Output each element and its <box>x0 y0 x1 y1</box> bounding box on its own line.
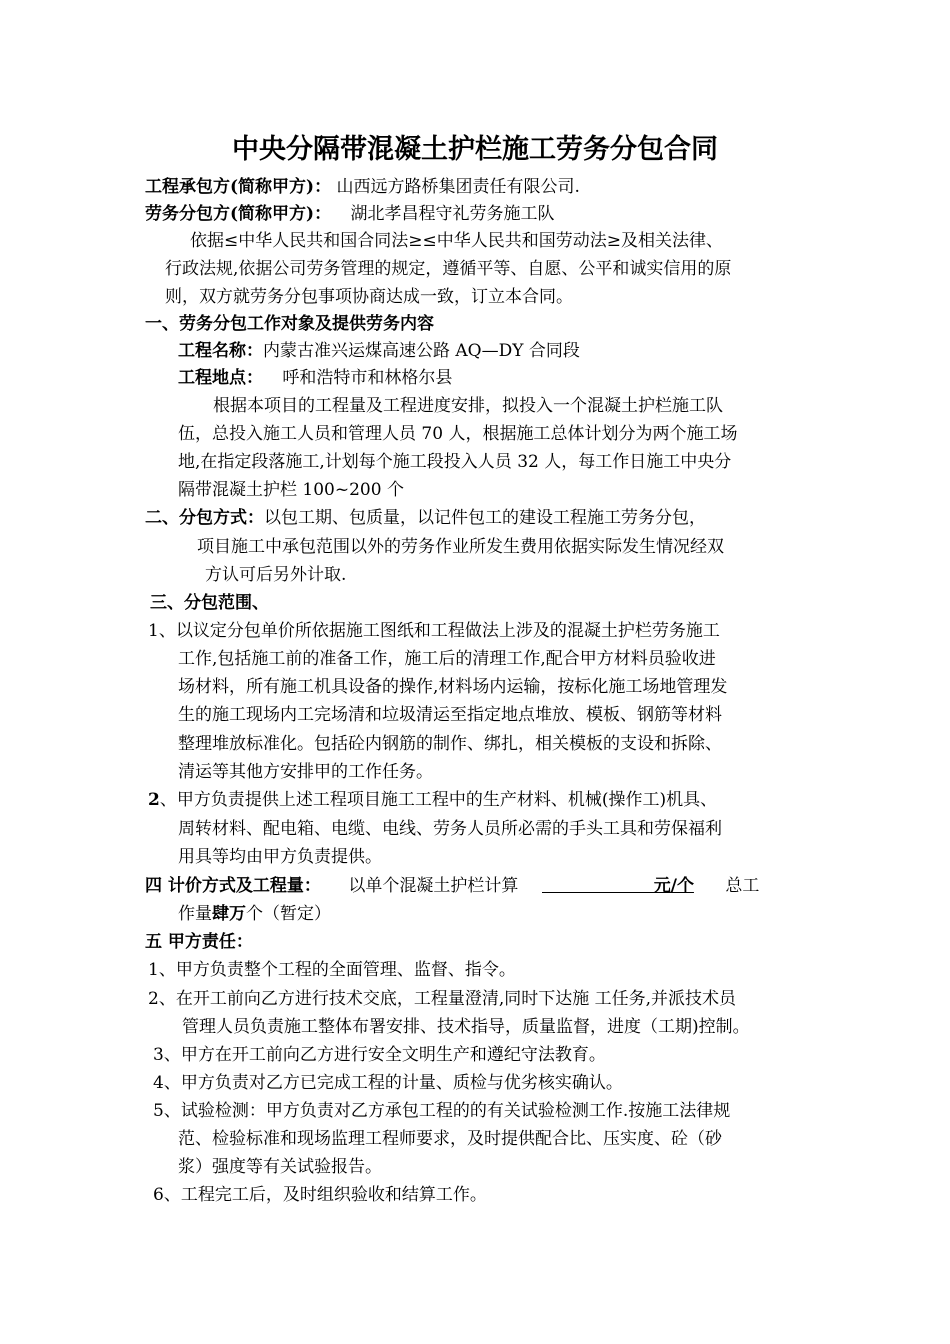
intro-line: 依据≤中华人民共和国合同法≥≤中华人民共和国劳动法≥及相关法律、 <box>190 231 723 251</box>
section-1-para-line: 伍，总投入施工人员和管理人员 70 人，根据施工总体计划分为两个施工场 <box>178 424 738 444</box>
section-5-item-line: 6、工程完工后，及时组织验收和结算工作。 <box>153 1185 487 1205</box>
section-5-item-line: 浆）强度等有关试验报告。 <box>178 1157 382 1177</box>
section-5-item-line: 范、检验标准和现场监理工程师要求，及时提供配合比、压实度、砼（砂 <box>178 1129 722 1149</box>
section-3-item-line: 用具等均由甲方负责提供。 <box>178 847 382 867</box>
party-b-label: 劳务分包方(简称甲方)： <box>145 204 332 224</box>
project-name-label: 工程名称： <box>178 341 263 361</box>
section-4-line-2 <box>178 900 331 928</box>
party-a-line <box>145 173 580 201</box>
party-a-value: 山西远方路桥集团责任有限公司. <box>336 177 580 197</box>
section-4-tail: 总工 <box>725 876 760 896</box>
party-b-line <box>145 200 555 228</box>
project-name-line <box>178 337 580 365</box>
section-2-text: 以包工期、包质量，以记件包工的建设工程施工劳务分包， <box>264 508 706 528</box>
item-text: 、甲方负责提供上述工程项目施工工程中的生产材料、机械(操作工)机具、 <box>159 790 718 810</box>
section-1-para-line: 地,在指定段落施工,计划每个施工段投入人员 32 人，每工作日施工中央分 <box>178 452 732 472</box>
section-3-heading: 三、分包范围、 <box>150 593 269 613</box>
section-3-item-2-line <box>148 786 717 814</box>
section-4-heading: 四 计价方式及工程量： <box>145 876 321 896</box>
section-1-para-line: 根据本项目的工程量及工程进度安排，拟投入一个混凝土护栏施工队 <box>213 396 723 416</box>
section-3-item-line: 生的施工现场内工完场清和垃圾清运至指定地点堆放、模板、钢筋等材料 <box>178 705 722 725</box>
section-3-item-line: 周转材料、配电箱、电缆、电线、劳务人员所必需的手头工具和劳保福利 <box>178 819 722 839</box>
document-title: 中央分隔带混凝土护栏施工劳务分包合同 <box>232 134 718 165</box>
section-1-heading: 一、劳务分包工作对象及提供劳务内容 <box>145 314 434 334</box>
intro-line: 行政法规,依据公司劳务管理的规定，遵循平等、自愿、公平和诚实信用的原 <box>165 259 732 279</box>
section-1-para-line: 隔带混凝土护栏 100~200 个 <box>178 480 404 500</box>
party-b-value: 湖北孝昌程守礼劳务施工队 <box>350 204 555 224</box>
party-a-label: 工程承包方(简称甲方)： <box>145 177 332 197</box>
price-blank <box>542 874 654 893</box>
section-3-item-line: 整理堆放标准化。包括砼内钢筋的制作、绑扎，相关模板的支设和拆除、 <box>178 734 722 754</box>
section-5-item-line: 5、试验检测：甲方负责对乙方承包工程的的有关试验检测工作.按施工法律规 <box>153 1101 731 1121</box>
project-location-value: 呼和浩特市和林格尔县 <box>282 368 453 388</box>
section-2-line: 项目施工中承包范围以外的劳务作业所发生费用依据实际发生情况经双 <box>197 537 724 557</box>
section-4-text: 以单个混凝土护栏计算 <box>348 876 519 896</box>
item-number: 2 <box>148 790 160 810</box>
intro-line: 则，双方就劳务分包事项协商达成一致，订立本合同。 <box>165 287 573 307</box>
section-3-item-line: 工作,包括施工前的准备工作，施工后的清理工作,配合甲方材料员验收进 <box>178 649 716 669</box>
section-2-line: 方认可后另外计取. <box>205 565 347 585</box>
section-5-heading: 五 甲方责任： <box>145 932 253 952</box>
section-5-item-line: 管理人员负责施工整体布署安排、技术指导，质量监督，进度（工期)控制。 <box>182 1017 750 1037</box>
price-unit: 元/个 <box>653 876 694 896</box>
project-name-value: 内蒙古准兴运煤高速公路 AQ—DY 合同段 <box>263 341 580 361</box>
project-location-line <box>178 364 452 392</box>
section-5-item-line: 4、甲方负责对乙方已完成工程的计量、质检与优劣核实确认。 <box>153 1073 623 1093</box>
quantity-suffix: 个（暂定） <box>246 904 331 924</box>
section-2-heading: 二、分包方式： <box>145 508 264 528</box>
section-3-item-line: 清运等其他方安排甲的工作任务。 <box>178 762 433 782</box>
project-location-label: 工程地点： <box>178 368 263 388</box>
section-3-item-line: 1、以议定分包单价所依据施工图纸和工程做法上涉及的混凝土护栏劳务施工 <box>148 621 720 641</box>
section-5-item-line: 3、甲方在开工前向乙方进行安全文明生产和遵纪守法教育。 <box>153 1045 606 1065</box>
section-2-line <box>145 504 706 532</box>
quantity-value: 肆万 <box>212 904 246 924</box>
quantity-prefix: 作量 <box>178 904 212 924</box>
section-5-item-line: 2、在开工前向乙方进行技术交底，工程量澄清,同时下达施 工任务,并派技术员 <box>148 989 737 1009</box>
section-4-line <box>145 872 759 900</box>
section-3-item-line: 场材料，所有施工机具设备的操作,材料场内运输，按标化施工场地管理发 <box>178 677 728 697</box>
section-5-item-line: 1、甲方负责整个工程的全面管理、监督、指令。 <box>148 960 516 980</box>
